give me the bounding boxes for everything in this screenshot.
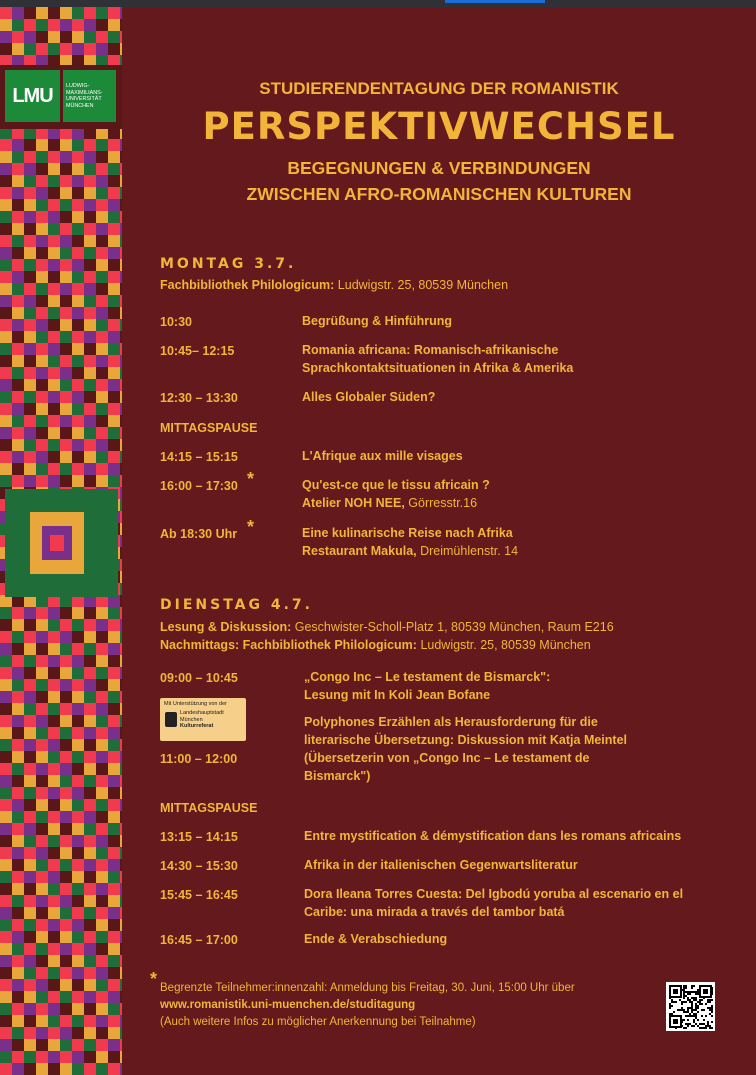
lunch-break: MITTAGSPAUSE [160,801,258,815]
asterisk: * [150,969,158,989]
asterisk: * [247,517,255,537]
kente-pattern-strip [0,7,122,1075]
time: 13:15 – 14:15 [160,830,238,844]
event-title: Afrika in der italienischen Gegenwartsliteratur [304,858,578,872]
poster [0,7,756,1075]
event-title: „Congo Inc – Le testament de Bismarck": Lesung mit In Koli Jean Bofane [304,670,551,702]
time: Ab 18:30 Uhr [160,527,238,541]
day-title-tuesday: DIENSTAG 4.7. [160,597,313,613]
lmu-logo-text: LUDWIG- MAXIMILIANS- UNIVERSITÄT MÜNCHEN [63,70,116,122]
time: 11:00 – 12:00 [160,752,238,766]
time: 12:30 – 13:30 [160,391,238,405]
event-title: Eine kulinarische Reise nach Afrika Restaurant Makula, Dreimühlenstr. 14 [302,526,519,558]
time: 14:30 – 15:30 [160,859,238,873]
time: 09:00 – 10:45 [160,671,238,685]
time: 10:30 [160,315,192,329]
time: 16:00 – 17:30 [160,479,238,493]
event-title: Romania africana: Romanisch-afrikanische Sprachkontaktsituationen in Afrika & Amerika [302,343,574,375]
munich-seal-icon [165,712,177,727]
day2-location-1: Lesung & Diskussion: Geschwister-Scholl-Platz 1, 80539 München, Raum E216 [160,620,614,634]
kente-pattern-icon [0,7,122,1075]
registration-link[interactable]: www.romanistik.uni-muenchen.de/studitagung [160,999,416,1011]
event-title: Begrüßung & Hinführung [302,314,452,328]
time: 16:45 – 17:00 [160,933,238,947]
lmu-logo [5,70,116,122]
sponsor-badge: Mit Unterstützung von der Landeshauptstadt München Kulturreferat [160,698,246,741]
event-title: Dora Ileana Torres Cuesta: Del Igbodú yoruba al escenario en el Caribe: una mirada a través del tambor batá [304,887,684,919]
page-title: PERSPEKTIVWECHSEL [202,105,676,148]
event-title: Entre mystification & démystification dans les romans africains [304,829,682,843]
event-title: Qu'est-ce que le tissu africain ? Atelier NOH NEE, Görresstr.16 [302,478,490,510]
time: 14:15 – 15:15 [160,450,238,464]
event-title: L'Afrique aux mille visages [302,449,463,463]
day-title-monday: MONTAG 3.7. [160,256,297,272]
event-title: Polyphones Erzählen als Herausforderung für die literarische Übersetzung: Diskussion mit Katja Meintel (Übersetzerin von „Congo Inc – Le testament de Bismarck") [304,715,627,783]
qr-code-icon[interactable] [666,982,715,1031]
footer-note: Begrenzte Teilnehmer:innenzahl: Anmeldung bis Freitag, 30. Juni, 15:00 Uhr über www.romanistik.uni-muenchen.de/studitagung (Auch weitere Infos zu möglicher Anerkennung bei Teilnahme) [160,982,575,1028]
time: 15:45 – 16:45 [160,888,238,902]
time: 10:45– 12:15 [160,344,235,358]
asterisk: * [247,469,255,489]
day1-location: Fachbibliothek Philologicum: Ludwigstr. 25, 80539 München [160,278,509,292]
top-bar [0,0,756,7]
tab-indicator [445,0,545,3]
pre-title: STUDIERENDENTAGUNG DER ROMANISTIK [259,79,619,98]
event-title: Ende & Verabschiedung [304,932,448,946]
day2-location-2: Nachmittags: Fachbibliothek Philologicum: Ludwigstr. 25, 80539 München [160,638,591,652]
lunch-break: MITTAGSPAUSE [160,421,258,435]
lmu-logo-mark: LMU [5,70,60,122]
subtitle: BEGEGNUNGEN & VERBINDUNGEN ZWISCHEN AFRO-ROMANISCHEN KULTUREN [246,158,632,204]
event-title: Alles Globaler Süden? [302,390,436,404]
